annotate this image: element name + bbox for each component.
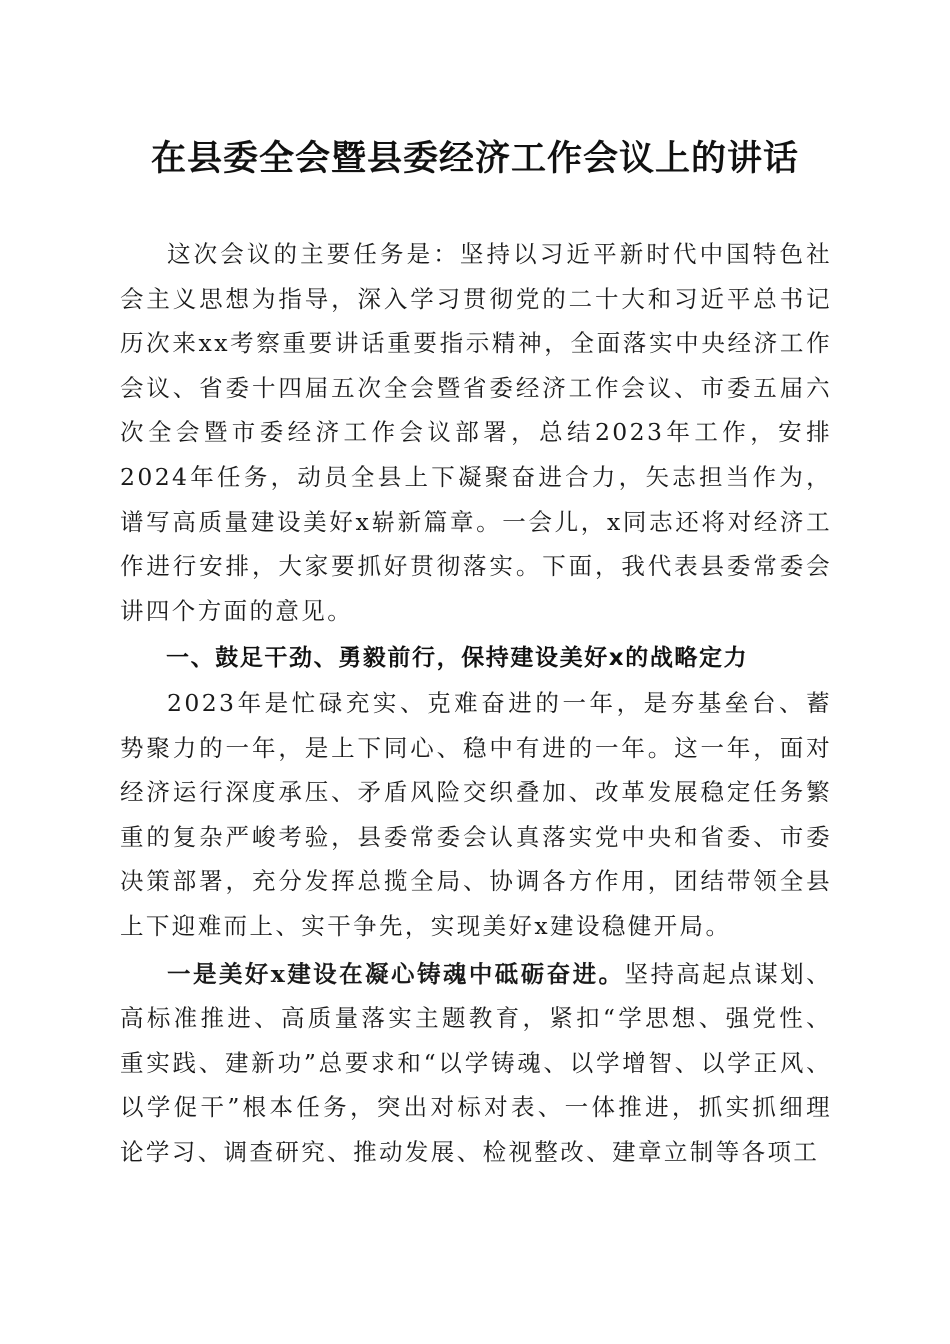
point-1-lead: 一是美好x建设在凝心铸魂中砥砺奋进。 xyxy=(167,959,625,988)
point-1-body: 坚持高起点谋划、高标准推进、高质量落实主题教育，紧扣“学思想、强党性、重实践、建新功”总要求和“以学铸魂、以学增智、以学正风、以学促干”根本任务，突出对标对表、一体推进，抓实抓细理论学习、调查研究、推动发展、检视整改、建章立制等各项工 xyxy=(120,959,833,1166)
intro-paragraph: 这次会议的主要任务是：坚持以习近平新时代中国特色社会主义思想为指导，深入学习贯彻党的二十大和习近平总书记历次来xx考察重要讲话重要指示精神，全面落实中央经济工作会议、省委十四届五次全会暨省委经济工作会议、市委五届六次全会暨市委经济工作会议部署，总结2023年工作，安排2024年任务，动员全县上下凝聚奋进合力，矢志担当作为，谱写高质量建设美好x崭新篇章。一会儿，x同志还将对经济工作进行安排，大家要抓好贯彻落实。下面，我代表县委常委会讲四个方面的意见。 xyxy=(120,240,832,625)
point-1-paragraph xyxy=(120,952,832,1175)
section-heading-1: 一、鼓足干劲、勇毅前行，保持建设美好x的战略定力 xyxy=(166,645,749,672)
document-title: 在县委全会暨县委经济工作会议上的讲话 xyxy=(150,138,799,179)
section-1-paragraph: 2023年是忙碌充实、克难奋进的一年，是夯基垒台、蓄势聚力的一年，是上下同心、稳中有进的一年。这一年，面对经济运行深度承压、矛盾风险交织叠加、改革发展稳定任务繁重的复杂严峻考验，县委常委会认真落实党中央和省委、市委决策部署，充分发挥总揽全局、协调各方作用，团结带领全县上下迎难而上、实干争先，实现美好x建设稳健开局。 xyxy=(120,688,832,940)
document-body xyxy=(120,232,832,1174)
